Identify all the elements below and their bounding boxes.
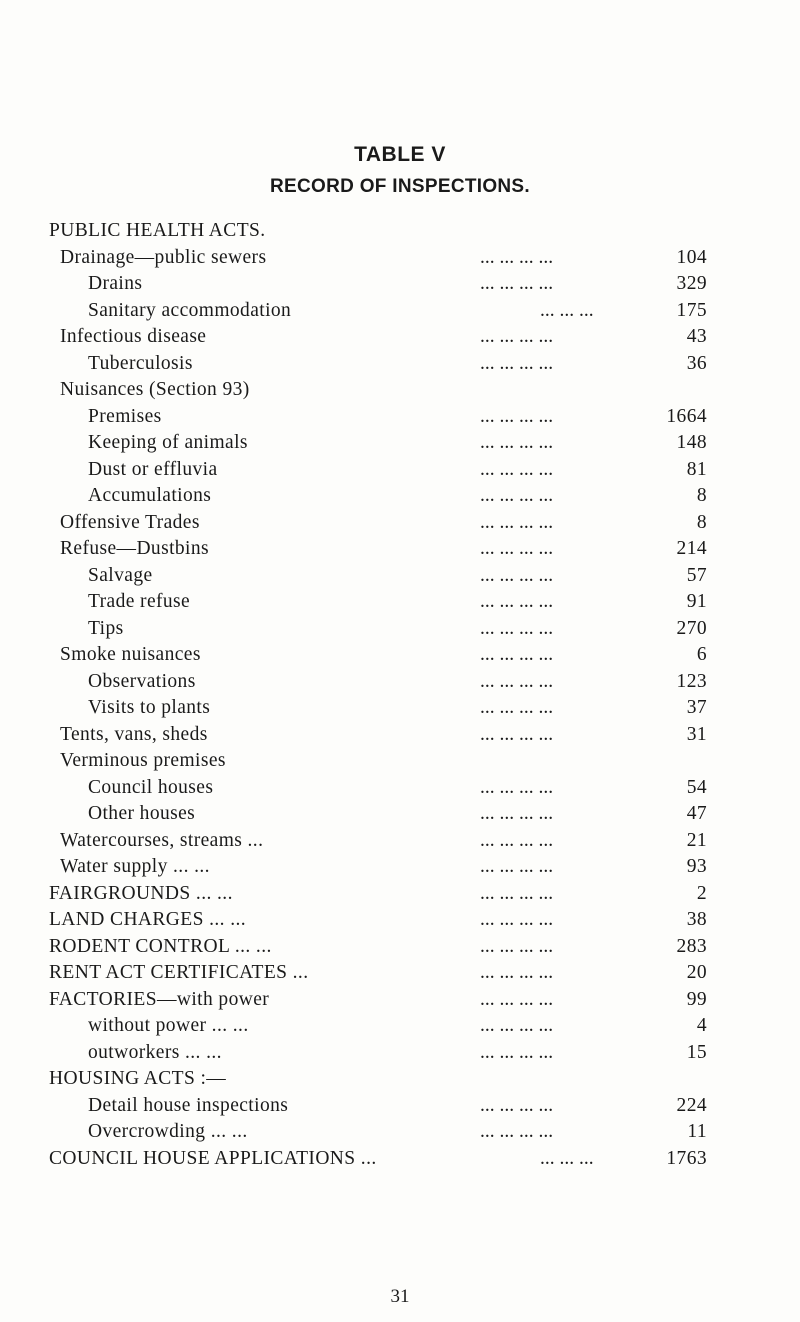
row-label: Watercourses, streams ...: [60, 829, 264, 851]
leader-dots: ... ... ... ...: [480, 670, 554, 692]
table-row: [0, 1119, 800, 1146]
table-row: [0, 642, 800, 669]
row-count: 93: [686, 856, 707, 877]
row-label: Refuse—Dustbins: [60, 538, 209, 559]
row-count: 11: [687, 1121, 707, 1142]
table-row: [0, 298, 800, 325]
row-label: RODENT CONTROL ... ...: [49, 935, 272, 957]
table-row: [0, 510, 800, 537]
table-row: [0, 854, 800, 881]
row-count: 224: [676, 1094, 707, 1116]
table-row: [0, 1040, 800, 1067]
row-count: 37: [686, 697, 707, 718]
row-label: Drainage—public sewers: [60, 246, 267, 268]
row-label: Observations: [88, 670, 196, 692]
row-label: Council houses: [88, 776, 214, 798]
row-count: 123: [676, 670, 707, 692]
row-label: Sanitary accommodation: [88, 299, 292, 321]
row-count: 99: [686, 988, 707, 1010]
table-row: [0, 563, 800, 590]
table-row: [0, 324, 800, 351]
table-row: [0, 775, 800, 802]
leader-dots: ... ... ... ...: [480, 485, 554, 506]
table-row: [0, 669, 800, 696]
leader-dots: ... ... ... ...: [480, 882, 554, 904]
leader-dots: ... ... ... ...: [480, 617, 554, 639]
leader-dots: ... ... ... ...: [480, 326, 554, 347]
page-number: 31: [390, 1286, 410, 1307]
row-label: Visits to plants: [88, 697, 211, 718]
leader-dots: ... ... ... ...: [480, 511, 554, 533]
row-count: 1664: [666, 405, 707, 427]
row-count: 91: [686, 591, 707, 612]
row-label: Nuisances (Section 93): [60, 379, 250, 400]
leader-dots: ... ... ... ...: [480, 644, 554, 665]
leader-dots: ... ... ... ...: [480, 829, 554, 851]
row-label: Water supply ... ...: [60, 856, 210, 877]
leader-dots: ... ... ... ...: [480, 564, 554, 586]
row-count: 38: [686, 909, 707, 930]
leader-dots: ... ... ... ...: [480, 988, 554, 1010]
row-count: 81: [686, 458, 707, 480]
row-count: 148: [676, 432, 707, 453]
row-count: 20: [686, 962, 707, 983]
leader-dots: ... ... ... ...: [480, 405, 554, 427]
leader-dots: ... ... ... ...: [480, 352, 554, 374]
row-count: 15: [686, 1041, 707, 1063]
leader-dots: ... ... ... ...: [480, 591, 554, 612]
row-count: 36: [686, 352, 707, 374]
row-label: Tuberculosis: [88, 352, 193, 374]
leader-dots: ... ... ... ...: [480, 458, 554, 480]
leader-dots: ... ... ... ...: [480, 1015, 554, 1036]
table-row: [0, 483, 800, 510]
row-label: Drains: [88, 273, 143, 294]
table-row: [0, 536, 800, 563]
leader-dots: ... ... ...: [540, 299, 594, 321]
row-label: RENT ACT CERTIFICATES ...: [49, 962, 309, 983]
row-label: Trade refuse: [88, 591, 191, 612]
row-count: 1763: [666, 1147, 707, 1169]
leader-dots: ... ... ... ...: [480, 1121, 554, 1142]
table-row: [0, 404, 800, 431]
table-row: [0, 695, 800, 722]
row-label: FAIRGROUNDS ... ...: [49, 882, 233, 904]
leader-dots: ... ... ... ...: [480, 962, 554, 983]
leader-dots: ... ... ... ...: [480, 856, 554, 877]
row-label: HOUSING ACTS :—: [49, 1068, 227, 1089]
row-count: 175: [676, 299, 707, 321]
leader-dots: ... ... ... ...: [480, 909, 554, 930]
row-count: 4: [696, 1015, 707, 1036]
row-label: outworkers ... ...: [88, 1041, 222, 1063]
row-label: Tips: [88, 617, 124, 639]
row-count: 104: [676, 246, 707, 268]
table-row: [0, 881, 800, 908]
table-row: [0, 907, 800, 934]
leader-dots: ... ... ... ...: [480, 697, 554, 718]
row-count: 21: [686, 829, 707, 851]
table-row: [0, 351, 800, 378]
row-label: without power ... ...: [88, 1015, 249, 1036]
row-count: 8: [696, 511, 707, 533]
leader-dots: ... ... ... ...: [480, 273, 554, 294]
leader-dots: ... ... ... ...: [480, 723, 554, 745]
row-label: Keeping of animals: [88, 432, 248, 453]
table-row: [0, 748, 800, 775]
row-count: 8: [696, 485, 707, 506]
table-title: TABLE V: [354, 143, 446, 166]
row-count: 6: [696, 644, 707, 665]
table-row: [0, 377, 800, 404]
row-label: Verminous premises: [60, 750, 226, 771]
table-row: [0, 960, 800, 987]
inspections-table: [0, 218, 800, 1172]
row-count: 214: [676, 538, 707, 559]
row-label: Premises: [88, 405, 162, 427]
row-label: PUBLIC HEALTH ACTS.: [49, 220, 266, 241]
leader-dots: ... ... ... ...: [480, 935, 554, 957]
leader-dots: ... ... ... ...: [480, 803, 554, 824]
row-label: Offensive Trades: [60, 511, 200, 533]
table-row: [0, 1093, 800, 1120]
table-row: [0, 1066, 800, 1093]
leader-dots: ... ... ... ...: [480, 776, 554, 798]
row-count: 47: [686, 803, 707, 824]
table-row: [0, 801, 800, 828]
table-row: [0, 430, 800, 457]
table-row: [0, 457, 800, 484]
leader-dots: ... ... ... ...: [480, 246, 554, 268]
table-row: [0, 245, 800, 272]
table-row: [0, 271, 800, 298]
row-label: COUNCIL HOUSE APPLICATIONS ...: [49, 1147, 377, 1169]
table-row: [0, 828, 800, 855]
row-label: Smoke nuisances: [60, 644, 201, 665]
row-label: LAND CHARGES ... ...: [49, 909, 247, 930]
row-label: Accumulations: [88, 485, 212, 506]
leader-dots: ... ... ... ...: [480, 1094, 554, 1116]
row-count: 270: [676, 617, 707, 639]
row-label: Tents, vans, sheds: [60, 723, 208, 745]
table-row: [0, 218, 800, 245]
table-row: [0, 1013, 800, 1040]
row-label: Overcrowding ... ...: [88, 1121, 248, 1142]
table-row: [0, 616, 800, 643]
leader-dots: ... ... ...: [540, 1147, 594, 1169]
row-count: 329: [676, 273, 707, 294]
row-label: FACTORIES—with power: [49, 988, 270, 1010]
row-count: 2: [696, 882, 707, 904]
table-row: [0, 1146, 800, 1173]
row-label: Infectious disease: [60, 326, 207, 347]
leader-dots: ... ... ... ...: [480, 538, 554, 559]
row-label: Other houses: [88, 803, 196, 824]
row-label: Dust or effluvia: [88, 458, 218, 480]
row-count: 57: [686, 564, 707, 586]
row-count: 54: [686, 776, 707, 798]
row-label: Salvage: [88, 564, 153, 586]
table-row: [0, 987, 800, 1014]
table-row: [0, 589, 800, 616]
row-count: 31: [686, 723, 707, 745]
row-count: 43: [686, 326, 707, 347]
leader-dots: ... ... ... ...: [480, 1041, 554, 1063]
table-row: [0, 722, 800, 749]
table-subtitle: RECORD OF INSPECTIONS.: [270, 176, 530, 197]
row-count: 283: [676, 935, 707, 957]
leader-dots: ... ... ... ...: [480, 432, 554, 453]
row-label: Detail house inspections: [88, 1094, 289, 1116]
table-row: [0, 934, 800, 961]
